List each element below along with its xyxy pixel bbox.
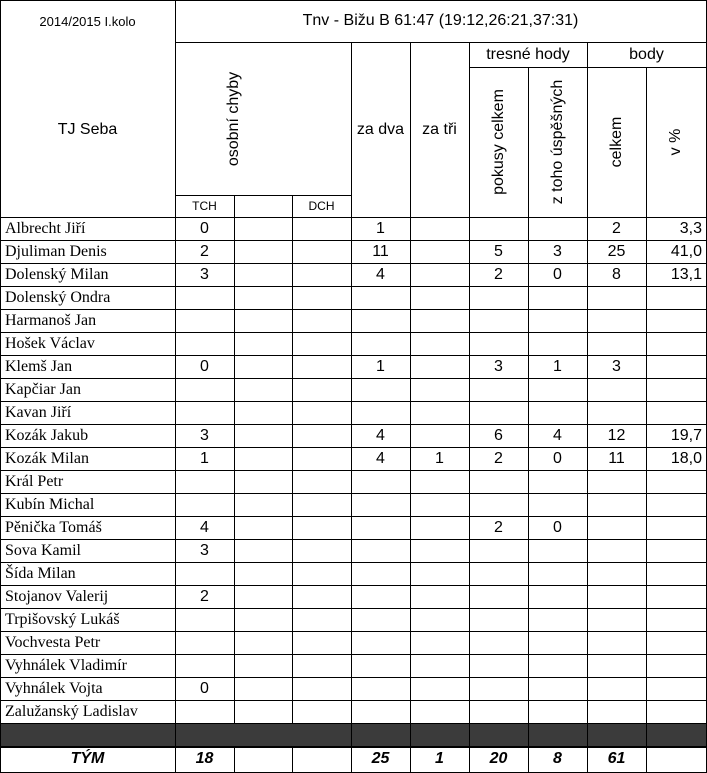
dch-cell — [292, 217, 351, 240]
ft-made-cell — [528, 309, 587, 332]
dch-cell — [292, 585, 351, 608]
percent-cell — [646, 562, 706, 585]
points-cell — [587, 700, 646, 723]
points-header: body — [629, 45, 664, 63]
two-pointers-cell: 4 — [376, 449, 385, 467]
grid-line — [0, 286, 707, 287]
three-pointers-cell — [410, 332, 469, 355]
grid-line — [0, 700, 707, 701]
fouls-cell — [175, 286, 234, 309]
three-pointers-cell — [410, 585, 469, 608]
points-pct-header: v % — [667, 128, 684, 156]
tch-cell — [234, 677, 292, 700]
ft-attempts-header: pokusy celkem — [489, 89, 507, 195]
two-pointers-cell — [351, 516, 410, 539]
ft-attempts-cell — [469, 608, 528, 631]
ft-made-cell: 0 — [553, 518, 562, 536]
fouls-cell — [175, 631, 234, 654]
fouls-cell: 0 — [200, 219, 209, 237]
tch-cell — [234, 700, 292, 723]
tch-cell — [234, 631, 292, 654]
ft-made-cell: 3 — [553, 242, 562, 260]
ft-attempts-cell — [469, 309, 528, 332]
three-pointers-cell — [410, 401, 469, 424]
three-pointers-cell — [410, 700, 469, 723]
percent-cell: 13,1 — [670, 265, 702, 283]
ft-made-cell — [528, 286, 587, 309]
percent-cell — [646, 286, 706, 309]
grid-line — [234, 195, 235, 724]
tch-cell — [234, 493, 292, 516]
fouls-cell: 2 — [200, 242, 209, 260]
grid-line — [234, 746, 235, 773]
grid-line — [0, 562, 707, 563]
player-name: Kapčiar Jan — [5, 380, 81, 398]
points-cell: 12 — [607, 426, 626, 444]
dch-cell — [292, 332, 351, 355]
points-cell: 3 — [612, 357, 621, 375]
fouls-cell — [175, 309, 234, 332]
two-pointers-cell — [351, 332, 410, 355]
totals-label: TÝM — [70, 750, 105, 767]
percent-cell — [646, 700, 706, 723]
percent-cell — [646, 309, 706, 332]
ft-attempts-cell — [469, 631, 528, 654]
player-name: Vochvesta Petr — [5, 633, 101, 651]
ft-made-cell — [528, 631, 587, 654]
ft-made-cell — [528, 654, 587, 677]
two-pointers-cell — [351, 562, 410, 585]
grid-line — [0, 746, 707, 748]
ft-attempts-cell: 5 — [494, 242, 503, 260]
dch-cell — [292, 493, 351, 516]
ft-attempts-cell — [469, 401, 528, 424]
ft-attempts-cell — [469, 217, 528, 240]
fouls-header: osobní chyby — [224, 71, 242, 166]
grid-line — [646, 67, 647, 773]
three-pointers-cell — [410, 562, 469, 585]
percent-cell — [646, 654, 706, 677]
fouls-cell — [175, 332, 234, 355]
player-name: Stojanov Valerij — [5, 587, 109, 605]
dch-cell — [292, 355, 351, 378]
dch-cell — [292, 608, 351, 631]
player-name: Hošek Václav — [5, 334, 95, 352]
ft-made-cell: 0 — [553, 449, 562, 467]
two-pointers-cell — [351, 493, 410, 516]
three-pointers-cell — [410, 608, 469, 631]
ft-made-cell: 1 — [553, 357, 562, 375]
three-pointers-cell — [410, 240, 469, 263]
tch-cell — [234, 309, 292, 332]
ft-made-cell — [528, 700, 587, 723]
ft-attempts-cell — [469, 677, 528, 700]
two-pointers-cell — [351, 654, 410, 677]
dch-cell — [292, 401, 351, 424]
points-cell — [587, 332, 646, 355]
player-name: Vyhnálek Vladimír — [5, 656, 127, 674]
grid-line — [0, 493, 707, 494]
fouls-cell: 3 — [200, 265, 209, 283]
ft-made-cell — [528, 677, 587, 700]
three-pointers-cell — [410, 355, 469, 378]
dch-cell — [292, 562, 351, 585]
tch-cell — [234, 286, 292, 309]
percent-cell — [646, 539, 706, 562]
ft-made-cell — [528, 585, 587, 608]
ft-attempts-cell: 2 — [494, 265, 503, 283]
grid-line — [469, 42, 470, 773]
fouls-cell — [175, 654, 234, 677]
dch-cell — [292, 539, 351, 562]
two-pointers-cell: 1 — [376, 219, 385, 237]
percent-cell: 19,7 — [670, 426, 702, 444]
ft-attempts-cell: 2 — [494, 518, 503, 536]
ft-made-cell: 4 — [553, 426, 562, 444]
points-cell — [587, 562, 646, 585]
percent-cell — [646, 355, 706, 378]
grid-line — [0, 677, 707, 678]
tch-cell — [234, 608, 292, 631]
three-pointers-cell — [410, 286, 469, 309]
tch-cell — [234, 585, 292, 608]
grid-line — [410, 42, 411, 773]
three-pointers-cell — [410, 217, 469, 240]
three-pointers-cell — [410, 378, 469, 401]
player-name: Dolenský Ondra — [5, 288, 111, 306]
points-cell: 11 — [608, 449, 625, 467]
ft-made-cell — [528, 470, 587, 493]
totals-pct — [646, 746, 706, 772]
dch-cell — [292, 654, 351, 677]
two-pointers-cell — [351, 585, 410, 608]
player-name: Sova Kamil — [5, 541, 81, 559]
player-name: Vyhnálek Vojta — [5, 679, 103, 697]
player-name: Kubín Michal — [5, 495, 95, 513]
dch-cell — [292, 631, 351, 654]
fouls-cell — [175, 470, 234, 493]
percent-cell — [646, 608, 706, 631]
fouls-cell: 2 — [200, 587, 209, 605]
ft-attempts-cell — [469, 493, 528, 516]
totals-three: 1 — [435, 750, 444, 767]
grid-line — [0, 654, 707, 655]
ft-made-cell: 0 — [553, 265, 562, 283]
dch-cell — [292, 447, 351, 470]
percent-cell — [646, 585, 706, 608]
dch-cell — [292, 263, 351, 286]
grid-line — [0, 217, 707, 218]
tch-header: TCH — [192, 199, 217, 213]
two-pointers-cell — [351, 401, 410, 424]
points-cell — [587, 654, 646, 677]
two-pointers-cell: 11 — [372, 242, 389, 260]
dch-cell — [292, 286, 351, 309]
two-pointers-cell — [351, 677, 410, 700]
tch-cell — [234, 654, 292, 677]
ft-attempts-cell — [469, 539, 528, 562]
fouls-cell — [175, 401, 234, 424]
grid-line — [0, 424, 707, 425]
match-title: Tnv - Bižu B 61:47 (19:12,26:21,37:31) — [302, 12, 579, 29]
three-pointers-cell — [410, 516, 469, 539]
ft-attempts-cell — [469, 470, 528, 493]
ft-made-cell — [528, 332, 587, 355]
two-pointers-cell — [351, 309, 410, 332]
totals-ftm: 8 — [553, 750, 562, 767]
totals-two: 25 — [371, 750, 390, 767]
grid-line — [0, 401, 707, 402]
points-total-header: celkem — [607, 116, 625, 168]
player-name: Zalužanský Ladislav — [5, 702, 138, 720]
ft-made-header: z toho úspěšných — [548, 79, 566, 205]
fouls-cell: 0 — [200, 357, 209, 375]
ft-made-cell — [528, 608, 587, 631]
three-pointers-cell: 1 — [435, 449, 444, 467]
percent-cell — [646, 378, 706, 401]
points-cell — [587, 401, 646, 424]
dch-cell — [292, 378, 351, 401]
two-pointers-cell — [351, 470, 410, 493]
three-pointers-cell — [410, 493, 469, 516]
totals-tch — [234, 746, 292, 772]
points-cell — [587, 378, 646, 401]
two-pointers-cell: 4 — [376, 265, 385, 283]
points-cell: 25 — [607, 242, 626, 260]
grid-line — [292, 195, 293, 724]
tch-cell — [234, 401, 292, 424]
two-pointers-cell — [351, 539, 410, 562]
percent-cell — [646, 677, 706, 700]
fouls-cell — [175, 493, 234, 516]
fouls-cell: 3 — [200, 541, 209, 559]
percent-cell — [646, 470, 706, 493]
player-name: Trpišovský Lukáš — [5, 610, 120, 628]
ft-attempts-cell — [469, 286, 528, 309]
player-name: Harmanoš Jan — [5, 311, 97, 329]
points-cell — [587, 677, 646, 700]
grid-line — [0, 470, 707, 471]
dch-cell — [292, 309, 351, 332]
player-name: Albrecht Jiří — [5, 219, 86, 237]
grid-line — [351, 42, 352, 773]
tch-cell — [234, 562, 292, 585]
fouls-cell: 3 — [200, 426, 209, 444]
grid-line — [0, 631, 707, 632]
points-cell — [587, 309, 646, 332]
points-cell — [587, 539, 646, 562]
two-pointers-cell — [351, 700, 410, 723]
tch-cell — [234, 240, 292, 263]
two-pointers-cell: 1 — [376, 357, 385, 375]
ft-attempts-cell — [469, 585, 528, 608]
grid-line — [175, 42, 707, 43]
tch-cell — [234, 332, 292, 355]
ft-made-cell — [528, 539, 587, 562]
fouls-cell — [175, 562, 234, 585]
ft-made-cell — [528, 493, 587, 516]
player-name: Kozák Milan — [5, 449, 89, 467]
percent-cell — [646, 332, 706, 355]
ft-made-cell — [528, 378, 587, 401]
ft-made-cell — [528, 217, 587, 240]
totals-points: 61 — [607, 750, 626, 767]
player-name: Kozák Jakub — [5, 426, 89, 444]
points-cell — [587, 516, 646, 539]
fouls-cell — [175, 608, 234, 631]
dch-cell — [292, 700, 351, 723]
grid-line — [587, 42, 588, 773]
tch-cell — [234, 539, 292, 562]
ft-attempts-cell — [469, 654, 528, 677]
grid-line — [0, 309, 707, 310]
grid-line — [0, 516, 707, 517]
dch-header: DCH — [308, 199, 335, 213]
dch-cell — [292, 470, 351, 493]
percent-cell — [646, 493, 706, 516]
grid-line — [0, 585, 707, 586]
three-pointers-cell — [410, 631, 469, 654]
grid-line — [0, 0, 1, 773]
three-pointers-cell — [410, 263, 469, 286]
three-pointers-cell — [410, 677, 469, 700]
points-cell: 8 — [612, 265, 621, 283]
ft-attempts-cell: 6 — [494, 426, 503, 444]
player-name: Šída Milan — [5, 564, 76, 582]
ft-made-cell — [528, 562, 587, 585]
ft-attempts-cell — [469, 378, 528, 401]
ft-attempts-cell — [469, 562, 528, 585]
grid-line — [0, 355, 707, 356]
ft-attempts-cell: 2 — [494, 449, 503, 467]
player-name: Klemš Jan — [5, 357, 73, 375]
three-pointers-header: za tři — [422, 120, 457, 138]
totals-dch — [292, 746, 351, 772]
percent-cell: 18,0 — [670, 449, 702, 467]
dch-cell — [292, 424, 351, 447]
player-name: Král Petr — [5, 472, 64, 490]
percent-cell — [646, 401, 706, 424]
ft-attempts-cell: 3 — [494, 357, 503, 375]
separator-bar — [0, 723, 707, 746]
two-pointers-cell — [351, 286, 410, 309]
totals-fta: 20 — [489, 750, 508, 767]
grid-line — [0, 723, 707, 724]
percent-cell — [646, 516, 706, 539]
free-throws-header: tresné hody — [486, 45, 570, 63]
fouls-cell: 1 — [200, 449, 209, 467]
percent-cell: 41,0 — [670, 242, 702, 260]
percent-cell — [646, 631, 706, 654]
fouls-cell — [175, 700, 234, 723]
grid-line — [528, 67, 529, 773]
points-cell — [587, 470, 646, 493]
grid-line — [0, 0, 707, 1]
season-label: 2014/2015 I.kolo — [39, 13, 136, 29]
two-pointers-header: za dva — [356, 120, 405, 138]
team-name: TJ Seba — [57, 120, 118, 138]
dch-cell — [292, 240, 351, 263]
points-cell — [587, 608, 646, 631]
grid-line — [175, 195, 352, 196]
two-pointers-cell — [351, 608, 410, 631]
points-cell — [587, 631, 646, 654]
points-cell — [587, 493, 646, 516]
dch-cell — [292, 516, 351, 539]
totals-fouls: 18 — [195, 750, 214, 767]
tch-cell — [234, 263, 292, 286]
grid-line — [0, 378, 707, 379]
tch-cell — [234, 470, 292, 493]
grid-line — [0, 332, 707, 333]
grid-line — [0, 539, 707, 540]
grid-line — [0, 240, 707, 241]
tch-cell — [234, 516, 292, 539]
three-pointers-cell — [410, 424, 469, 447]
player-name: Kavan Jiří — [5, 403, 72, 421]
points-cell: 2 — [612, 219, 621, 237]
two-pointers-cell — [351, 631, 410, 654]
fouls-cell: 0 — [200, 679, 209, 697]
fouls-cell — [175, 378, 234, 401]
player-name: Dolenský Milan — [5, 265, 109, 283]
tch-cell — [234, 355, 292, 378]
tch-cell — [234, 424, 292, 447]
three-pointers-cell — [410, 539, 469, 562]
player-name: Pěnička Tomáš — [5, 518, 102, 536]
tch-cell — [234, 217, 292, 240]
grid-line — [292, 746, 293, 773]
tch-header-blank — [234, 195, 292, 217]
three-pointers-cell — [410, 470, 469, 493]
points-cell — [587, 585, 646, 608]
tch-cell — [234, 447, 292, 470]
percent-cell: 3,3 — [679, 219, 702, 237]
ft-attempts-cell — [469, 700, 528, 723]
fouls-cell: 4 — [200, 518, 209, 536]
grid-line — [0, 447, 707, 448]
ft-made-cell — [528, 401, 587, 424]
two-pointers-cell: 4 — [376, 426, 385, 444]
ft-attempts-cell — [469, 332, 528, 355]
tch-cell — [234, 378, 292, 401]
grid-line — [0, 263, 707, 264]
player-name: Djuliman Denis — [5, 242, 107, 260]
three-pointers-cell — [410, 654, 469, 677]
points-cell — [587, 286, 646, 309]
grid-line — [175, 0, 176, 773]
dch-cell — [292, 677, 351, 700]
three-pointers-cell — [410, 309, 469, 332]
two-pointers-cell — [351, 378, 410, 401]
grid-line — [469, 67, 707, 68]
grid-line — [0, 608, 707, 609]
